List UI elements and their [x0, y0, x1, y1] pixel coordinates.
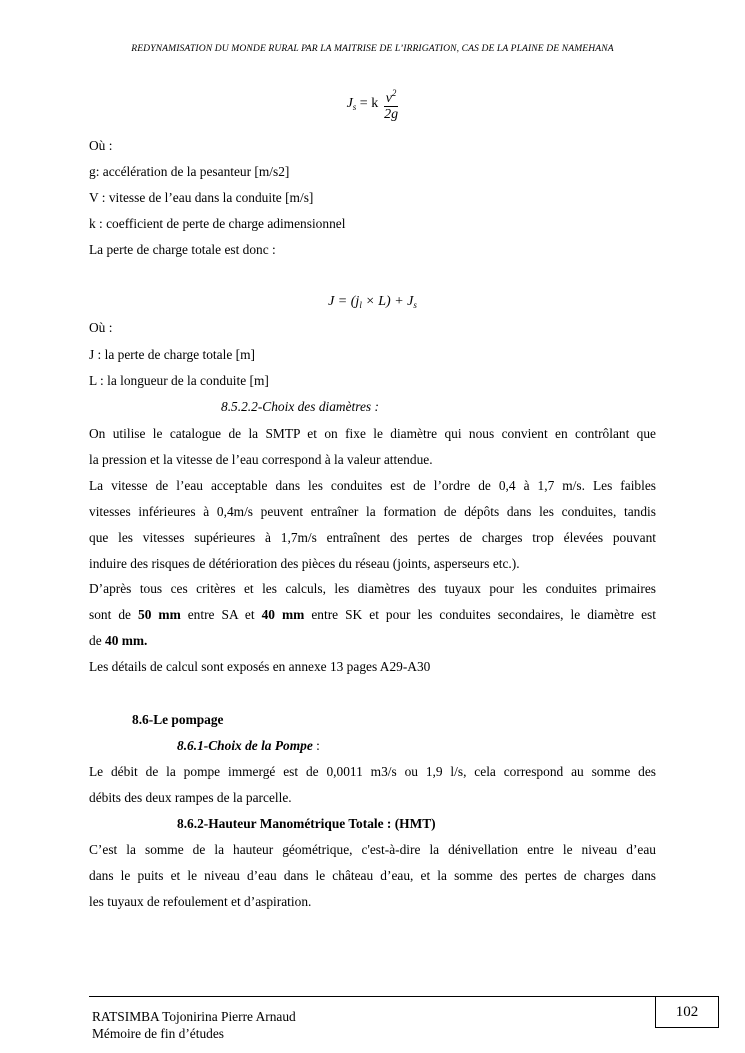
section-heading-8-6-2: 8.6.2-Hauteur Manométrique Totale : (HMT): [177, 816, 436, 831]
para5-line1: Le débit de la pompe immergé est de 0,0011 m3/s ou 1,9 l/s, cela correspond au somme des: [89, 764, 656, 779]
para3-text-c: entre SA et: [180, 607, 262, 622]
page-number: 102: [655, 996, 719, 1028]
formula2-sub-s: s: [413, 300, 417, 310]
section-8-6-1-colon: :: [312, 738, 320, 753]
formula2-sub-l: l: [359, 300, 362, 310]
para3-text-e: entre SK et pour les conduites secondaires, le diamètre est: [304, 607, 656, 622]
section-heading-8-6-1: [177, 738, 320, 754]
para2-line4: induire des risques de détérioration des pièces du réseau (joints, asperseurs etc.).: [89, 556, 520, 571]
para2-line2: vitesses inférieures à 0,4m/s peuvent entraîner la formation de dépôts dans les conduites, tandis: [89, 504, 656, 519]
formula-denominator: 2g: [384, 107, 399, 122]
formula-lhs-sub: s: [352, 102, 357, 113]
formula-singular-head-loss: [0, 86, 745, 122]
formula-lhs: J: [346, 96, 353, 112]
footer-author: RATSIMBA Tojonirina Pierre Arnaud: [92, 1009, 296, 1024]
para2-line3: que les vitesses supérieures à 1,7m/s entraînent des pertes de charges trop élevées pouvant: [89, 530, 656, 545]
formula-numerator: [384, 86, 399, 107]
text-ou-2: Où :: [89, 320, 113, 335]
diameter-sa: 50 mm: [138, 607, 181, 622]
para6-line1: C’est la somme de la hauteur géométrique, c'est-à-dire la dénivellation entre le niveau d’eau: [89, 842, 656, 857]
para1-line1: On utilise le catalogue de la SMTP et on fixe le diamètre qui nous convient en contrôlant que: [89, 426, 656, 441]
formula2-part-a: J = (j: [328, 294, 360, 309]
total-loss-intro: La perte de charge totale est donc :: [89, 242, 276, 257]
formula-total-head-loss: [0, 294, 745, 310]
para3-line1: D’après tous ces critères et les calculs, les diamètres des tuyaux pour les conduites primaires: [89, 581, 656, 596]
para3-line2: [89, 607, 656, 623]
para1-line2: la pression et la vitesse de l’eau correspond à la valeur attendue.: [89, 452, 433, 467]
section-heading-8-6: 8.6-Le pompage: [132, 712, 224, 727]
def-g: g: accélération de la pesanteur [m/s2]: [89, 164, 290, 179]
diameter-sk: 40 mm: [261, 607, 305, 622]
para6-line3: les tuyaux de refoulement et d’aspiration.: [89, 894, 312, 909]
def-L: L : la longueur de la conduite [m]: [89, 373, 269, 388]
text-ou-1: Où :: [89, 138, 113, 153]
para2-line1: La vitesse de l’eau acceptable dans les conduites est de l’ordre de 0,4 à 1,7 m/s. Les faibles: [89, 478, 656, 493]
footer-rule: [89, 996, 656, 997]
def-J: J : la perte de charge totale [m]: [89, 347, 255, 362]
section-8-6-1-title: 8.6.1-Choix de la Pompe: [177, 738, 313, 753]
formula-num-sup: 2: [391, 88, 397, 98]
formula-eq: = k: [356, 96, 382, 112]
para3-text-de: de: [89, 633, 105, 648]
formula-fraction: [384, 86, 399, 122]
section-heading-8-5-2-2: 8.5.2.2-Choix des diamètres :: [221, 399, 379, 414]
def-k: k : coefficient de perte de charge adimensionnel: [89, 216, 346, 231]
formula-num-v: v: [385, 91, 392, 106]
formula2-part-b: × L) + J: [361, 294, 414, 309]
def-v: V : vitesse de l’eau dans la conduite [m/s]: [89, 190, 314, 205]
para5-line2: débits des deux rampes de la parcelle.: [89, 790, 292, 805]
para3-line3: [89, 633, 656, 649]
para4-annex-ref: Les détails de calcul sont exposés en annexe 13 pages A29-A30: [89, 659, 431, 674]
running-header: REDYNAMISATION DU MONDE RURAL PAR LA MAITRISE DE L’IRRIGATION, CAS DE LA PLAINE DE NAMEHANA: [131, 43, 614, 54]
diameter-secondary: 40 mm.: [105, 633, 148, 648]
para6-line2: dans le puits et le niveau d’eau dans le château d’eau, et la somme des pertes de charges dans: [89, 868, 656, 883]
para3-text-a: sont de: [89, 607, 138, 622]
footer-doc-type: Mémoire de fin d’études: [92, 1026, 225, 1041]
